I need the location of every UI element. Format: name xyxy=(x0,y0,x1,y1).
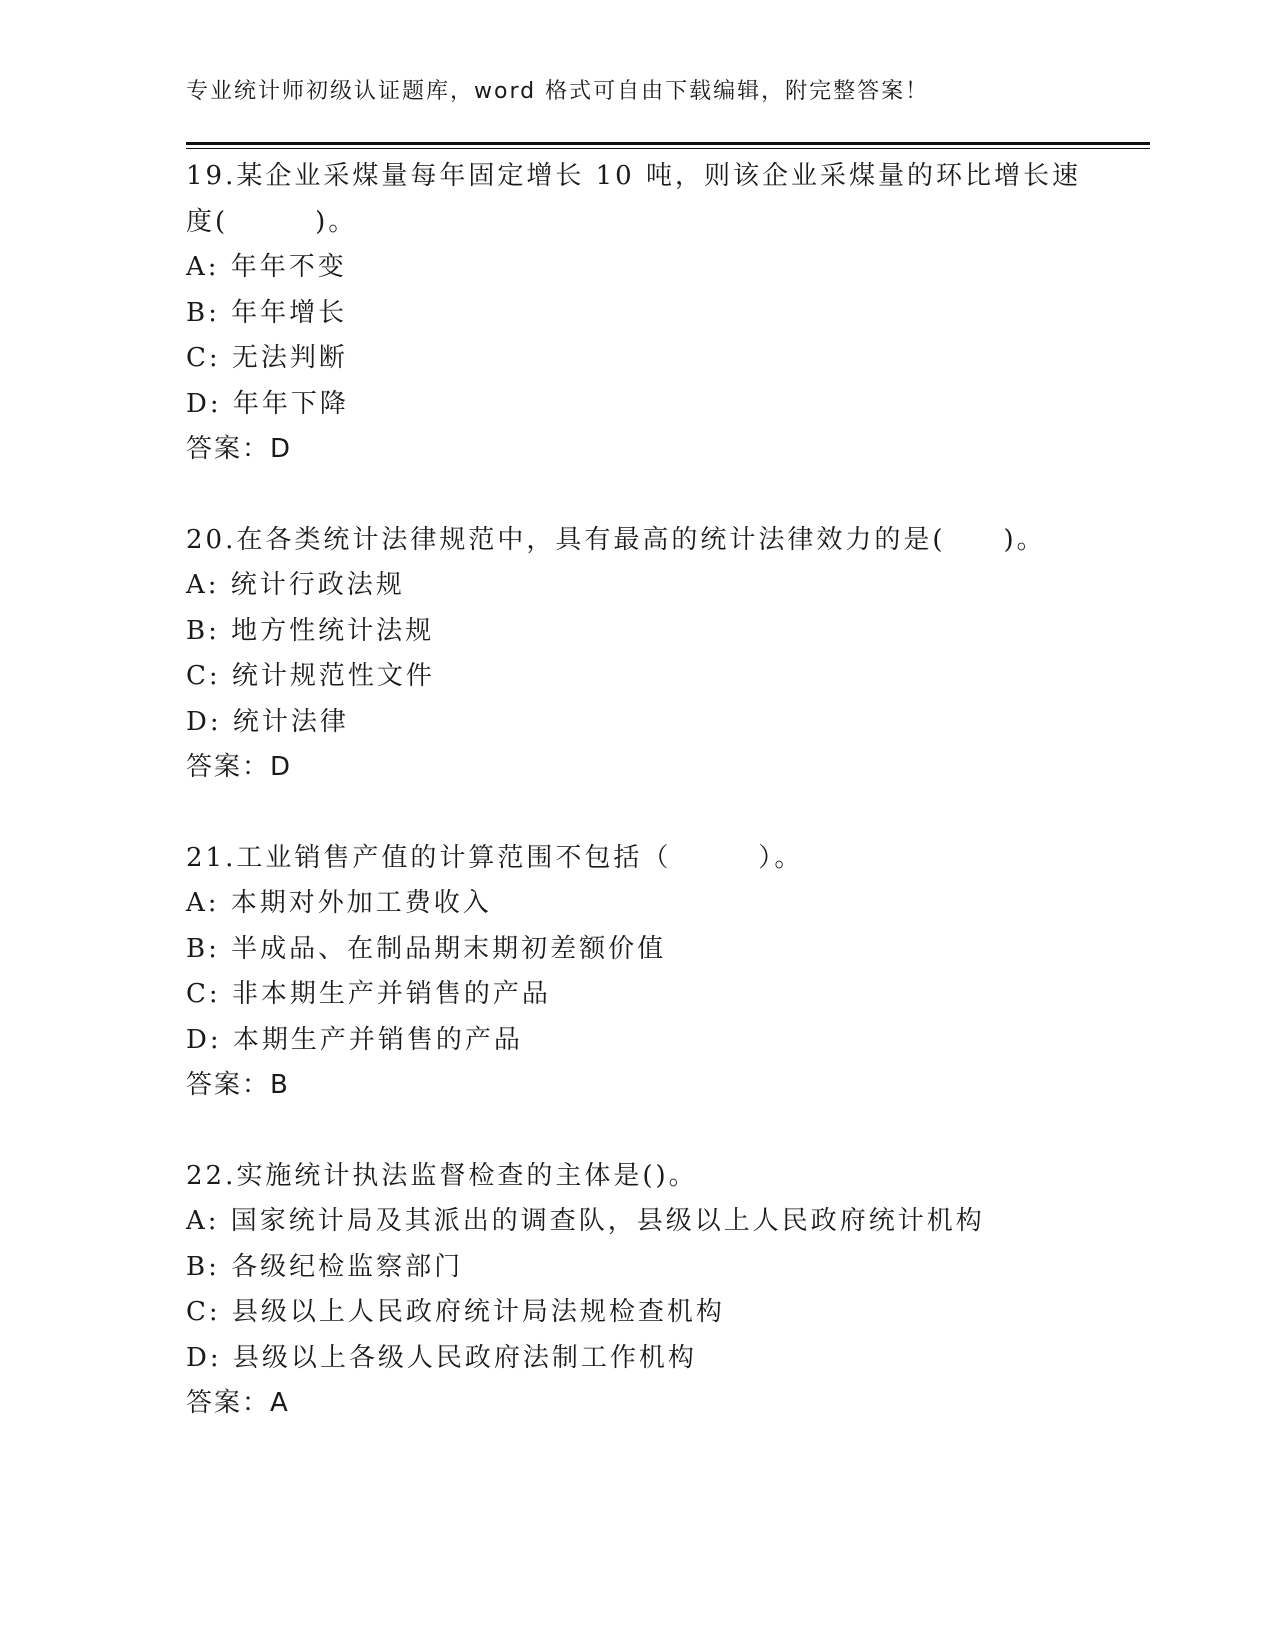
question-22 xyxy=(186,1154,1086,1427)
option-a: A: 国家统计局及其派出的调查队，县级以上人民政府统计机构 xyxy=(186,1206,985,1236)
question-stem: 21.工业销售产值的计算范围不包括（ ）。 xyxy=(186,842,804,873)
page-header: 专业统计师初级认证题库，word 格式可自由下载编辑，附完整答案！ xyxy=(186,79,930,104)
option-d: D: 县级以上各级人民政府法制工作机构 xyxy=(186,1342,697,1373)
option-c: C: 无法判断 xyxy=(186,343,348,373)
question-21 xyxy=(186,836,1086,1109)
answer: 答案：B xyxy=(186,1070,290,1100)
option-d: D: 统计法律 xyxy=(186,706,349,737)
option-b: B: 各级纪检监察部门 xyxy=(186,1251,464,1282)
question-20 xyxy=(186,518,1086,791)
header-divider-thick xyxy=(186,142,1150,145)
option-d: D: 年年下降 xyxy=(186,388,349,419)
option-b: B: 年年增长 xyxy=(186,297,348,328)
option-a: A: 本期对外加工费收入 xyxy=(186,888,492,918)
question-list xyxy=(186,154,1086,1472)
question-stem: 22.实施统计执法监督检查的主体是()。 xyxy=(186,1160,698,1191)
option-d: D: 本期生产并销售的产品 xyxy=(186,1024,523,1055)
question-stem: 19.某企业采煤量每年固定增长 10 吨，则该企业采煤量的环比增长速 xyxy=(186,161,1081,191)
option-a: A: 年年不变 xyxy=(186,252,347,282)
header-divider-thin xyxy=(186,148,1150,149)
option-c: C: 统计规范性文件 xyxy=(186,661,435,691)
option-c: C: 县级以上人民政府统计局法规检查机构 xyxy=(186,1297,725,1327)
option-a: A: 统计行政法规 xyxy=(186,570,405,600)
option-b: B: 地方性统计法规 xyxy=(186,615,435,646)
question-19 xyxy=(186,154,1086,473)
option-b: B: 半成品、在制品期末期初差额价值 xyxy=(186,933,667,964)
option-c: C: 非本期生产并销售的产品 xyxy=(186,979,551,1009)
answer: 答案：D xyxy=(186,752,293,782)
answer: 答案：A xyxy=(186,1388,290,1418)
question-stem: 20.在各类统计法律规范中，具有最高的统计法律效力的是( )。 xyxy=(186,524,1046,555)
question-stem-continued: 度( )。 xyxy=(186,206,358,237)
answer: 答案：D xyxy=(186,434,293,464)
